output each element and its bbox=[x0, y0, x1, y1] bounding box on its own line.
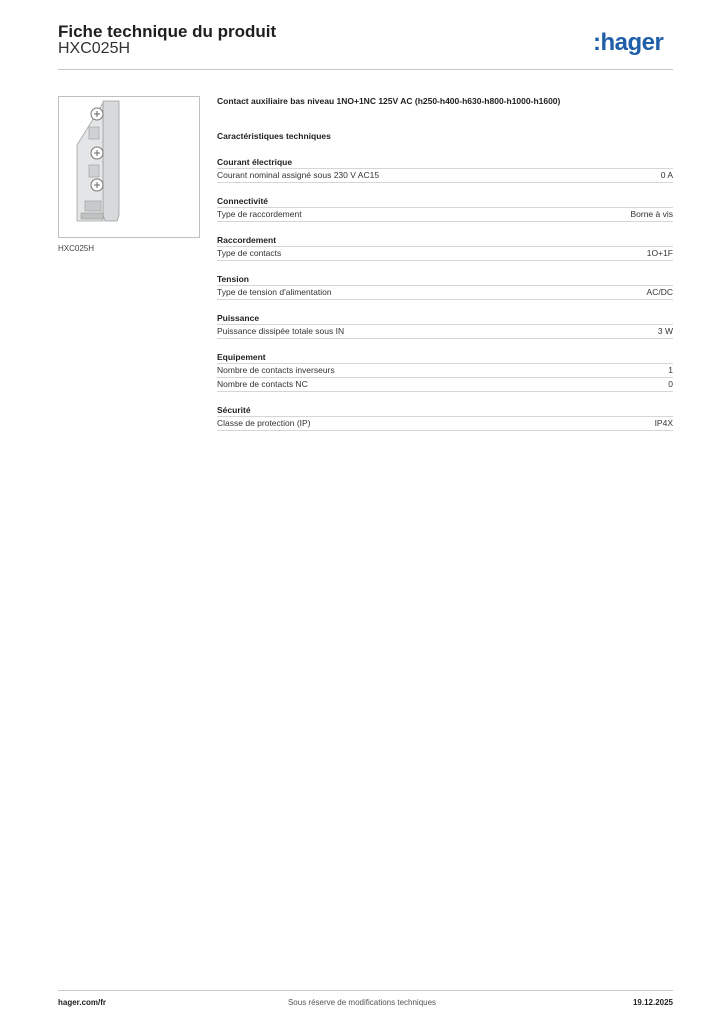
spec-row bbox=[217, 286, 673, 300]
spec-group-title: Raccordement bbox=[217, 234, 673, 247]
spec-row bbox=[217, 364, 673, 378]
spec-label: Puissance dissipée totale sous IN bbox=[217, 326, 345, 336]
spec-group bbox=[217, 273, 673, 300]
product-image-frame bbox=[58, 96, 200, 238]
spec-label: Nombre de contacts NC bbox=[217, 379, 308, 389]
spec-row bbox=[217, 169, 673, 183]
spec-row bbox=[217, 247, 673, 261]
spec-label: Courant nominal assigné sous 230 V AC15 bbox=[217, 170, 380, 180]
spec-row bbox=[217, 325, 673, 339]
spec-label: Classe de protection (IP) bbox=[217, 418, 311, 428]
spec-value: 3 W bbox=[657, 326, 673, 336]
spec-value: 1O+1F bbox=[646, 248, 673, 258]
auxiliary-contact-image bbox=[59, 97, 199, 237]
specs-heading: Caractéristiques techniques bbox=[217, 131, 331, 141]
page-title: Fiche technique du produit bbox=[58, 22, 277, 41]
spec-group-title: Sécurité bbox=[217, 404, 673, 417]
spec-group-title: Connectivité bbox=[217, 195, 673, 208]
spec-group bbox=[217, 404, 673, 431]
spec-group bbox=[217, 195, 673, 222]
spec-row bbox=[217, 378, 673, 392]
spec-row bbox=[217, 208, 673, 222]
spec-group-title: Tension bbox=[217, 273, 673, 286]
footer-date: 19.12.2025 bbox=[632, 998, 673, 1007]
spec-group bbox=[217, 351, 673, 392]
spec-sheet bbox=[217, 95, 673, 443]
footer-divider bbox=[58, 990, 673, 991]
spec-groups bbox=[217, 156, 673, 431]
spec-label: Type de raccordement bbox=[217, 209, 302, 219]
spec-group bbox=[217, 234, 673, 261]
hager-logo: :hager bbox=[593, 29, 664, 56]
product-image-caption: HXC025H bbox=[58, 244, 95, 253]
spec-group-title: Puissance bbox=[217, 312, 673, 325]
spec-group bbox=[217, 312, 673, 339]
spec-value: 0 A bbox=[660, 170, 673, 180]
spec-label: Type de tension d'alimentation bbox=[217, 287, 332, 297]
spec-label: Nombre de contacts inverseurs bbox=[217, 365, 335, 375]
spec-value: IP4X bbox=[654, 418, 673, 428]
product-reference: HXC025H bbox=[58, 40, 131, 57]
spec-value: 0 bbox=[668, 379, 673, 389]
product-description: Contact auxiliaire bas niveau 1NO+1NC 125V AC (h250-h400-h630-h800-h1000-h1600) bbox=[217, 96, 561, 106]
spec-group bbox=[217, 156, 673, 183]
spec-group-title: Courant électrique bbox=[217, 156, 673, 169]
header-divider bbox=[58, 69, 673, 70]
spec-row bbox=[217, 417, 673, 431]
footer-disclaimer: Sous réserve de modifications techniques bbox=[287, 998, 437, 1007]
spec-group-title: Equipement bbox=[217, 351, 673, 364]
spec-value: 1 bbox=[668, 365, 673, 375]
footer-website: hager.com/fr bbox=[58, 998, 107, 1007]
spec-value: Borne à vis bbox=[630, 209, 673, 219]
spec-label: Type de contacts bbox=[217, 248, 282, 258]
spec-value: AC/DC bbox=[646, 287, 673, 297]
